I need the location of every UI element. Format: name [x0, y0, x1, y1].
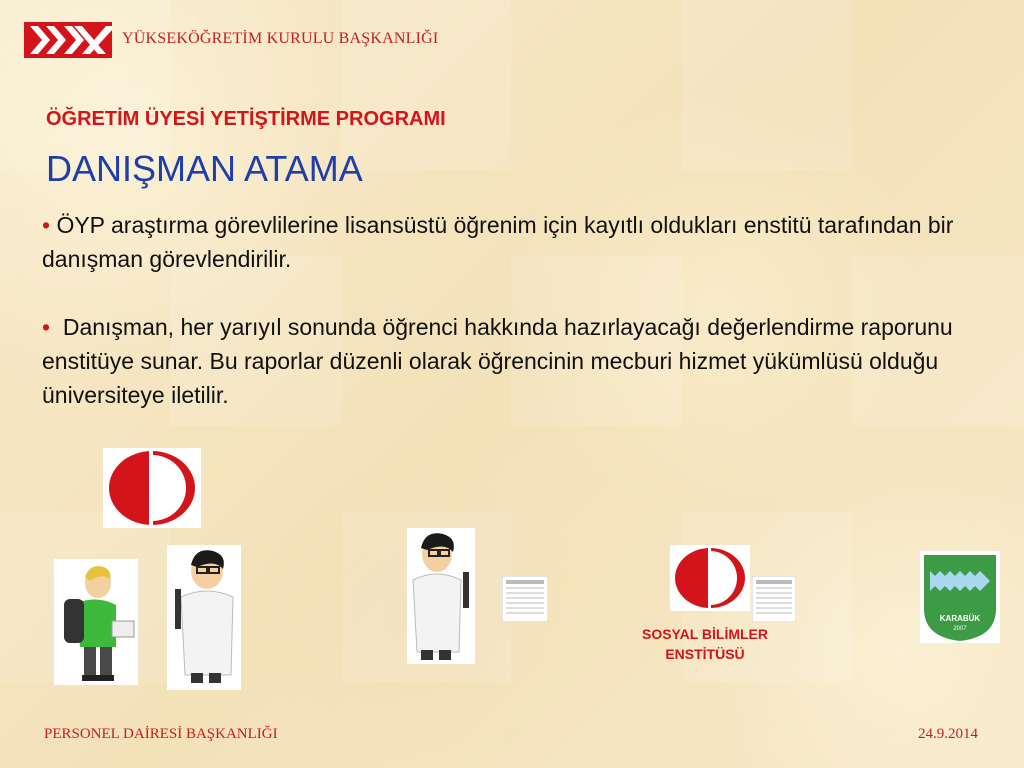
report-document-icon	[752, 576, 796, 622]
bullet-item-1	[42, 208, 1012, 276]
advisor-figure-icon	[167, 545, 241, 690]
bullet-list	[42, 208, 1012, 412]
bullet-marker: •	[42, 314, 51, 340]
page-number: 29	[505, 726, 519, 741]
bullet-text-1: ÖYP araştırma görevlilerine lisansüstü öğrenim için kayıtlı oldukları enstitü tarafından bir danışman görevlendirilir.	[42, 212, 954, 272]
report-document-icon	[502, 576, 548, 622]
bullet-item-2	[42, 310, 1012, 412]
karabuk-university-logo-icon	[920, 551, 1000, 643]
slide-title: DANIŞMAN ATAMA	[46, 148, 363, 189]
bullet-text-2: Danışman, her yarıyıl sonunda öğrenci hakkında hazırlayacağı değerlendirme raporunu enstitüye sunar. Bu raporlar düzenli olarak öğrencinin mecburi hizmet yükümlüsü olduğu üniversiteye iletilir.	[42, 314, 953, 408]
svg-text:2007: 2007	[953, 626, 967, 632]
odtu-logo-icon	[670, 545, 750, 611]
advisor-figure-icon	[407, 528, 475, 664]
footer-department: PERSONEL DAİRESİ BAŞKANLIĞI	[44, 726, 278, 742]
program-title: ÖĞRETİM ÜYESİ YETİŞTİRME PROGRAMI	[46, 108, 446, 130]
student-figure-icon	[54, 559, 138, 685]
institute-label-line2: ENSTİTÜSÜ	[665, 646, 745, 662]
footer-date: 24.9.2014	[918, 726, 978, 742]
odtu-logo-icon	[103, 448, 201, 528]
header-title: YÜKSEKÖĞRETİM KURULU BAŞKANLIĞI	[122, 30, 439, 47]
yok-logo-icon	[24, 22, 112, 58]
bullet-marker: •	[42, 212, 51, 238]
institute-label	[612, 624, 798, 664]
institute-label-line1: SOSYAL BİLİMLER	[641, 626, 769, 642]
svg-text:KARABÜK: KARABÜK	[939, 614, 981, 623]
